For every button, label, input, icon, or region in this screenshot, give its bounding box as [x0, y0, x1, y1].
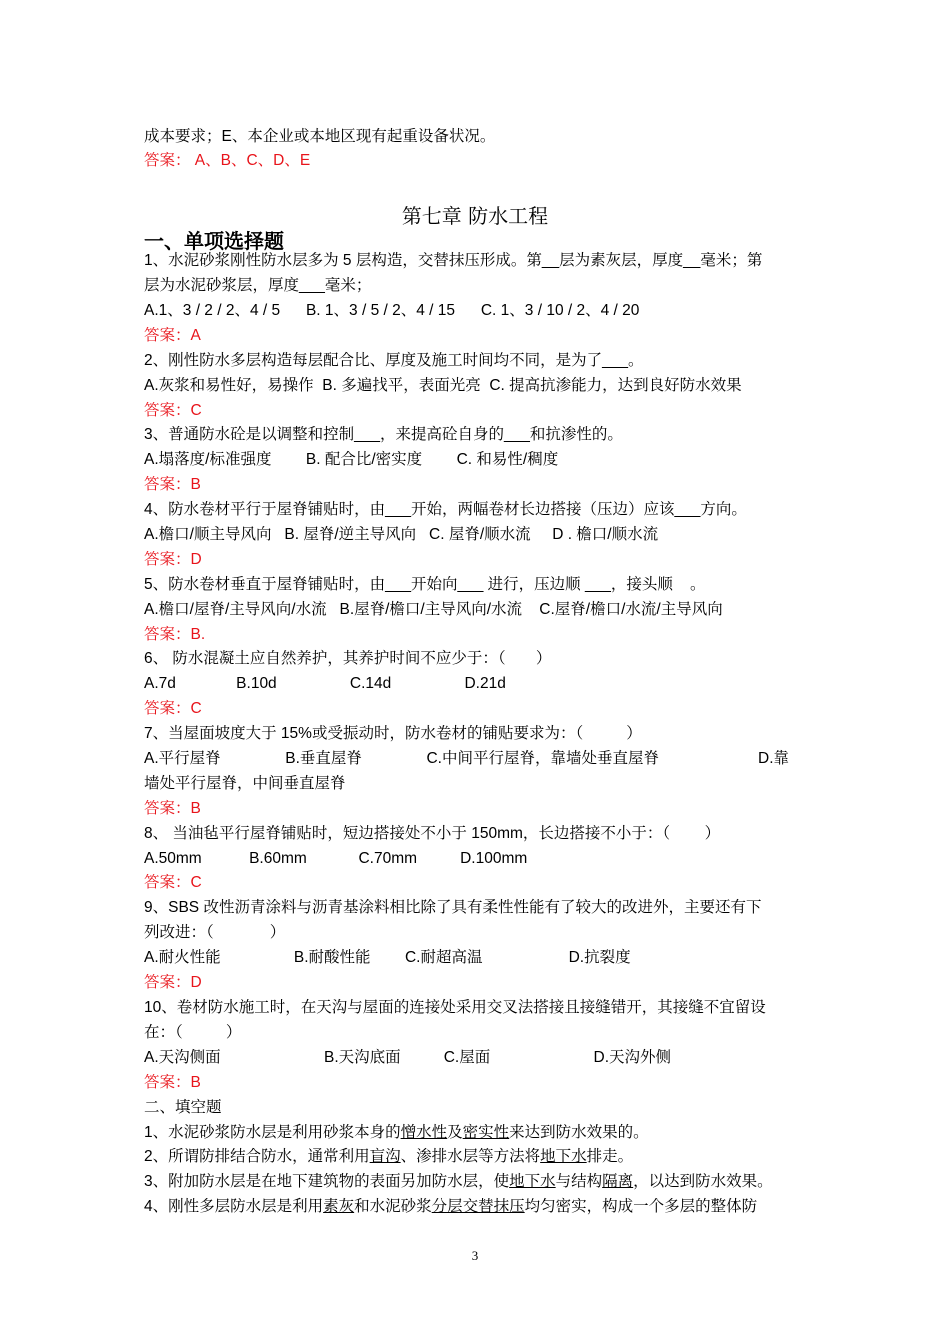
fill-blank-line: [144, 1172, 773, 1192]
text-line: 在：（ ）: [144, 1024, 242, 1041]
text-line: A.檐口/屋脊/主导风向/水流 B.屋脊/檐口/主导风向/水流 C.屋脊/檐口/水流/主导风向: [144, 601, 723, 618]
text-segment: 和水泥砂浆: [354, 1198, 432, 1215]
underlined-answer: 盲沟: [369, 1148, 401, 1165]
text-line: A.50mm B.60mm C.70mm D.100mm: [144, 850, 528, 867]
underlined-answer: 素灰: [323, 1198, 355, 1215]
text-segment: 与结构: [555, 1173, 603, 1190]
text-line: 9、SBS 改性沥青涂料与沥青基涂料相比除了具有柔性性能有了较大的改进外，主要还有下: [144, 899, 762, 916]
text-line: 成本要求；E、本企业或本地区现有起重设备状况。: [144, 128, 496, 145]
text-line: A.檐口/顺主导风向 B. 屋脊/逆主导风向 C. 屋脊/顺水流 D . 檐口/顺水流: [144, 526, 659, 543]
answer-line: 答案：B.: [144, 626, 206, 643]
text-line: 6、 防水混凝土应自然养护，其养护时间不应少于：（ ）: [144, 650, 552, 667]
answer-line: 答案：D: [144, 974, 202, 991]
text-line: A.耐火性能 B.耐酸性能 C.耐超高温 D.抗裂度: [144, 949, 631, 966]
text-line: A.7d B.10d C.14d D.21d: [144, 675, 506, 692]
page-number: 3: [471, 1248, 479, 1263]
answer-line: 答案：B: [144, 1074, 201, 1091]
text-line: 列改进：（ ）: [144, 924, 286, 941]
underlined-answer: 地下水: [540, 1148, 587, 1165]
underlined-answer: 憎水性: [400, 1124, 448, 1141]
underlined-answer: 地下水: [509, 1173, 556, 1190]
fill-blank-line: [144, 1197, 757, 1217]
text-segment: ，以达到防水效果。: [633, 1173, 773, 1190]
fill-blank-line: [144, 1123, 649, 1143]
underlined-answer: 隔离: [602, 1173, 634, 1190]
text-segment: 、渗排水层等方法将: [400, 1148, 541, 1165]
text-segment: 均匀密实，构成一个多层的整体防: [524, 1198, 758, 1215]
text-segment: 4、刚性多层防水层是利用: [144, 1198, 324, 1215]
answer-line: 答案： A、B、C、D、E: [144, 152, 311, 169]
text-line: 10、卷材防水施工时，在天沟与屋面的连接处采用交叉法搭接且接缝错开，其接缝不宜留设: [144, 999, 766, 1016]
answer-line: 答案：B: [144, 800, 201, 817]
text-line: 2、刚性防水多层构造每层配合比、厚度及施工时间均不同，是为了___。: [144, 352, 644, 369]
answer-line: 答案：A: [144, 327, 201, 344]
text-line: A.1、3 / 2 / 2、4 / 5 B. 1、3 / 5 / 2、4 / 15 C. 1、3 / 10 / 2、4 / 20: [144, 302, 640, 319]
answer-line: 答案：B: [144, 476, 201, 493]
answer-line: 答案：D: [144, 551, 202, 568]
text-segment: 2、所谓防排结合防水，通常利用: [144, 1148, 370, 1165]
text-segment: 及: [447, 1124, 463, 1141]
answer-line: 答案：C: [144, 402, 202, 419]
underlined-answer: 分层交替抹压: [431, 1198, 525, 1215]
text-segment: 来达到防水效果的。: [509, 1124, 649, 1141]
text-line: 8、 当油毡平行屋脊铺贴时，短边搭接处不小于 150mm，长边搭接不小于：（ ）: [144, 825, 721, 842]
text-line: 二、填空题: [144, 1099, 222, 1116]
text-line: 4、防水卷材平行于屋脊铺贴时，由___开始，两幅卷材长边搭接（压边）应该___方向。: [144, 501, 747, 518]
answer-line: 答案：C: [144, 874, 202, 891]
text-segment: 排走。: [586, 1148, 634, 1165]
text-line: 5、防水卷材垂直于屋脊铺贴时，由___开始向___ 进行，压边顺 ___，接头顺 。: [144, 576, 706, 593]
underlined-answer: 密实性: [462, 1124, 510, 1141]
text-segment: 1、水泥砂浆防水层是利用砂浆本身的: [144, 1124, 401, 1141]
text-line: 1、水泥砂浆刚性防水层多为 5 层构造，交替抹压形成。第__层为素灰层，厚度__毫米；第: [144, 252, 763, 269]
text-line: 3、普通防水砼是以调整和控制___，来提高砼自身的___和抗渗性的。: [144, 426, 623, 443]
chapter-title: 第七章 防水工程: [401, 204, 549, 228]
text-segment: 3、附加防水层是在地下建筑物的表面另加防水层，使: [144, 1173, 510, 1190]
text-line: 7、当屋面坡度大于 15%或受振动时，防水卷材的铺贴要求为：（ ）: [144, 725, 642, 742]
text-line: A.平行屋脊 B.垂直屋脊 C.中间平行屋脊，靠墙处垂直屋脊 D.靠: [144, 750, 790, 767]
fill-blank-line: [144, 1147, 633, 1167]
text-line: 墙处平行屋脊，中间垂直屋脊: [144, 775, 346, 792]
section-heading: 一、单项选择题: [144, 229, 284, 253]
text-line: A.天沟侧面 B.天沟底面 C.屋面 D.天沟外侧: [144, 1049, 672, 1066]
text-line: A.灰浆和易性好，易操作 B. 多遍找平，表面光亮 C. 提高抗渗能力，达到良好防水效果: [144, 377, 742, 394]
text-line: 层为水泥砂浆层，厚度___毫米；: [144, 277, 372, 294]
text-line: A.塌落度/标准强度 B. 配合比/密实度 C. 和易性/稠度: [144, 451, 559, 468]
answer-line: 答案：C: [144, 700, 202, 717]
